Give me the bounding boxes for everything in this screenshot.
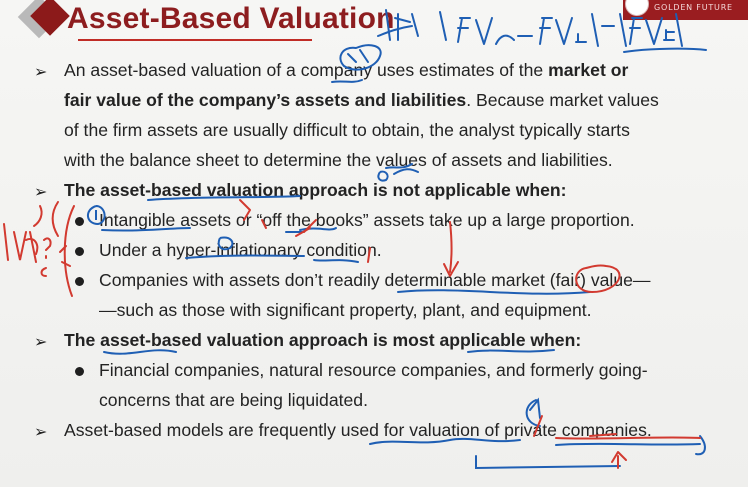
sub-bullet-line: —such as those with significant property, plant, and equipment. [99, 300, 592, 320]
bullet-line: Asset-based models are frequently used for valuation of private companies. [64, 420, 652, 440]
dot-bullet-icon [75, 367, 84, 376]
bullet-line: fair value of the company’s assets and liabilities. Because market values [64, 90, 659, 110]
arrow-bullet-icon: ➢ [34, 422, 48, 441]
bullet-heading: The asset-based valuation approach is not applicable when: [64, 180, 567, 200]
arrow-bullet-icon: ➢ [34, 332, 48, 351]
bullet-line: An asset-based valuation of a company uses estimates of the market or [64, 60, 629, 80]
arrow-bullet-icon: ➢ [34, 62, 48, 81]
sub-bullet-line: concerns that are being liquidated. [99, 390, 368, 410]
dot-bullet-icon [75, 247, 84, 256]
dot-bullet-icon [75, 277, 84, 286]
bullet-heading: The asset-based valuation approach is most applicable when: [64, 330, 582, 350]
sub-bullet-line: Under a hyper-inflationary condition. [99, 240, 382, 260]
bullet-line: with the balance sheet to determine the values of assets and liabilities. [64, 150, 613, 170]
sub-bullet-line: Companies with assets don’t readily determinable market (fair) value— [99, 270, 651, 290]
slide-title: Asset-Based Valuation [67, 2, 395, 35]
sub-bullet-line: Intangible assets or “off the books” assets take up a large proportion. [99, 210, 635, 230]
arrow-bullet-icon: ➢ [34, 182, 48, 201]
logo-text: GOLDEN FUTURE [654, 3, 733, 12]
bullet-line: of the firm assets are usually difficult to obtain, the analyst typically starts [64, 120, 630, 140]
sub-bullet-line: Financial companies, natural resource companies, and formerly going- [99, 360, 648, 380]
dot-bullet-icon [75, 217, 84, 226]
